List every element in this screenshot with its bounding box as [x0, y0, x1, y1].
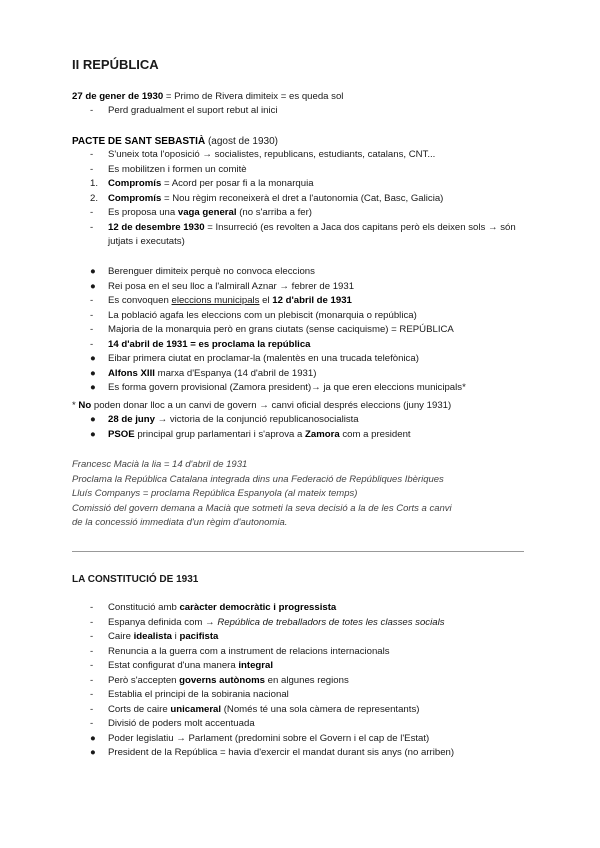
item-text: Majoria de la monarquia però en grans ciutats (sense caciquisme) = REPÚBLICA	[108, 324, 454, 335]
item-bold: idealista	[133, 631, 172, 642]
list-item	[90, 381, 466, 396]
constitucio-list	[90, 601, 454, 761]
item-bold: 28 de juny	[108, 414, 155, 425]
item-text: Es mobilitzen i formen un comitè	[108, 163, 247, 175]
item-text: com a president	[339, 428, 411, 440]
item-text: Es convoquen	[108, 295, 172, 306]
item-text: = Acord per posar fi a la monarquia	[161, 178, 314, 189]
list-marker: -	[90, 660, 94, 671]
list-item	[90, 428, 411, 443]
item-text: el	[259, 295, 273, 306]
item-text: Poder legislatiu → Parlament (predomini sobre el Govern i el cap de l'Estat)	[108, 732, 430, 744]
item-text: Es proposa una	[108, 207, 178, 218]
list-marker: -	[90, 674, 94, 686]
list-marker: -	[90, 718, 94, 729]
list-marker: -	[90, 149, 94, 160]
list-marker: ●	[90, 266, 96, 277]
item-bold: vaga general	[177, 207, 237, 218]
italic-note: Francesc Macià la lia = 14 d'abril de 1931	[72, 459, 248, 470]
list-marker: 2.	[90, 192, 99, 204]
list-item	[90, 163, 528, 178]
constitucio-heading: LA CONSTITUCIÓ DE 1931	[72, 574, 199, 585]
italic-note: Comissió del govern demana a Macià que sotmeti la seva decisió a la de les Corts a canvi	[72, 502, 452, 514]
item-bold: PSOE	[108, 428, 135, 440]
list-item	[90, 323, 466, 338]
list-marker: -	[90, 163, 94, 175]
item-text: i	[172, 631, 180, 642]
item-bold: 14 d'abril de 1931 = es proclama la república	[108, 338, 311, 350]
item-bold: Zamora	[305, 428, 340, 440]
item-bold: Compromís	[108, 178, 162, 189]
item-underline: eleccions municipals	[171, 295, 260, 306]
item-bold: Compromís	[108, 192, 162, 204]
list-item	[90, 367, 466, 382]
item-bold: unicameral	[170, 703, 222, 715]
item-text: Estat configurat d'una manera	[108, 660, 239, 671]
list-marker: ●	[90, 414, 96, 425]
pacte-list	[90, 148, 528, 250]
list-item	[90, 265, 466, 280]
item-text: = Nou règim reconeixerà el dret a l'autonomia (Cat, Basc, Galicia)	[161, 192, 444, 204]
item-text: (Només té una sola càmera de representants)	[221, 703, 420, 715]
item-text: La població agafa les eleccions com un plebiscit (monarquia o república)	[108, 309, 417, 321]
page-title: II REPÚBLICA	[72, 57, 159, 72]
item-text: President de la República = havia d'exercir el mandat durant sis anys (no arriben)	[108, 747, 455, 758]
list-marker: -	[90, 309, 94, 321]
list-item	[90, 703, 454, 718]
list-item	[90, 309, 466, 324]
list-marker: -	[90, 295, 94, 306]
list-item	[90, 630, 454, 645]
list-marker: -	[90, 207, 94, 218]
intro-line	[72, 91, 343, 103]
item-bold: pacifista	[179, 631, 219, 642]
list-item: - Perd gradualment el suport rebut al inici	[90, 105, 278, 116]
intro-rest: = Primo de Rivera dimiteix = es queda sol	[163, 91, 344, 102]
list-item	[90, 645, 454, 660]
item-italic: República de treballadors de totes les classes socials	[217, 616, 445, 628]
item-bold: Alfons XIII	[108, 367, 155, 379]
item-text: Caire	[108, 631, 134, 642]
item-text: S'uneix tota l'oposició → socialistes, republicans, estudiants, catalans, CNT...	[108, 149, 436, 160]
list-item	[90, 352, 466, 367]
item-bold: governs autònoms	[179, 674, 265, 686]
list-item	[90, 732, 454, 747]
list-item	[90, 659, 454, 674]
list-item	[90, 601, 454, 616]
list-marker: 1.	[90, 178, 99, 189]
list-item	[90, 280, 466, 295]
italic-note: de la concessió immediata d'un règim d'autonomia.	[72, 517, 288, 528]
list-marker: -	[90, 645, 94, 657]
pacte-heading: PACTE DE SANT SEBASTIÀ (agost de 1930)	[72, 136, 278, 147]
item-text: principal grup parlamentari i s'aprova a	[134, 428, 306, 440]
divider	[72, 551, 524, 552]
list-marker: ●	[90, 428, 96, 440]
item-text: Berenguer dimiteix perquè no convoca eleccions	[108, 266, 315, 277]
item-text: en algunes regions	[265, 674, 349, 686]
item-text: (no s'arriba a fer)	[236, 207, 312, 218]
list-marker: ●	[90, 367, 96, 379]
list-marker: -	[90, 631, 94, 642]
item-text: Constitució amb	[108, 602, 180, 613]
item-text: Corts de caire	[108, 703, 171, 715]
list-marker: -	[90, 689, 94, 700]
list-marker: ●	[90, 280, 96, 292]
item-text: Es forma govern provisional (Zamora president)→ ja que eren eleccions municipals*	[108, 382, 466, 393]
list-marker: ●	[90, 732, 96, 744]
item-text: = Insurreció (es revolten a Jaca dos capitans però els deixen sols → són jutjats i executats)	[108, 221, 516, 247]
events-list-2	[90, 413, 411, 442]
list-item	[90, 717, 454, 732]
item-text: Divisió de poders molt accentuada	[108, 718, 255, 729]
item-text: Establia el principi de la sobirania nacional	[108, 689, 289, 700]
list-marker: -	[90, 602, 94, 613]
footnote: * No poden donar lloc a un canvi de govern → canvi oficial després eleccions (juny 1931)	[72, 400, 452, 411]
item-text: Espanya definida com →	[108, 616, 218, 628]
list-item	[90, 206, 528, 221]
list-item	[90, 192, 528, 207]
list-marker: -	[90, 221, 94, 233]
item-bold: 12 d'abril de 1931	[272, 295, 352, 306]
list-marker: -	[90, 616, 94, 628]
events-list	[90, 265, 466, 396]
list-marker: -	[90, 324, 94, 335]
item-text: → victoria de la conjunció republicanosocialista	[154, 414, 359, 425]
intro-list	[90, 104, 278, 119]
list-marker: ●	[90, 353, 96, 364]
list-item	[90, 177, 528, 192]
list-marker: ●	[90, 747, 96, 758]
item-bold: 12 de desembre 1930	[108, 221, 205, 233]
list-item	[90, 148, 528, 163]
item-text: Renuncia a la guerra com a instrument de relacions internacionals	[108, 645, 390, 657]
list-marker: -	[90, 703, 94, 715]
list-item	[90, 338, 466, 353]
item-text: Però s'accepten	[108, 674, 180, 686]
list-item	[90, 674, 454, 689]
italic-note: Lluís Companys = proclama República Espanyola (al mateix temps)	[72, 488, 358, 499]
item-bold: caràcter democràtic i progressista	[179, 602, 337, 613]
italic-note: Proclama la República Catalana integrada dins una Federació de Repúbliques Ibèriques	[72, 473, 444, 485]
item-text: marxa d'Espanya (14 d'abril de 1931)	[154, 367, 317, 379]
item-text: Rei posa en el seu lloc a l'almirall Aznar → febrer de 1931	[108, 280, 355, 292]
list-marker: ●	[90, 382, 96, 393]
item-text: Eibar primera ciutat en proclamar-la (malentès en una trucada telefònica)	[108, 353, 419, 364]
list-item	[90, 294, 466, 309]
list-item	[90, 746, 454, 761]
list-item	[90, 221, 528, 250]
list-item	[90, 616, 454, 631]
list-item	[90, 413, 411, 428]
item-bold: integral	[238, 660, 274, 671]
list-marker: -	[90, 338, 94, 350]
intro-date: 27 de gener de 1930	[72, 91, 164, 102]
italic-notes	[72, 458, 452, 531]
list-item	[90, 688, 454, 703]
